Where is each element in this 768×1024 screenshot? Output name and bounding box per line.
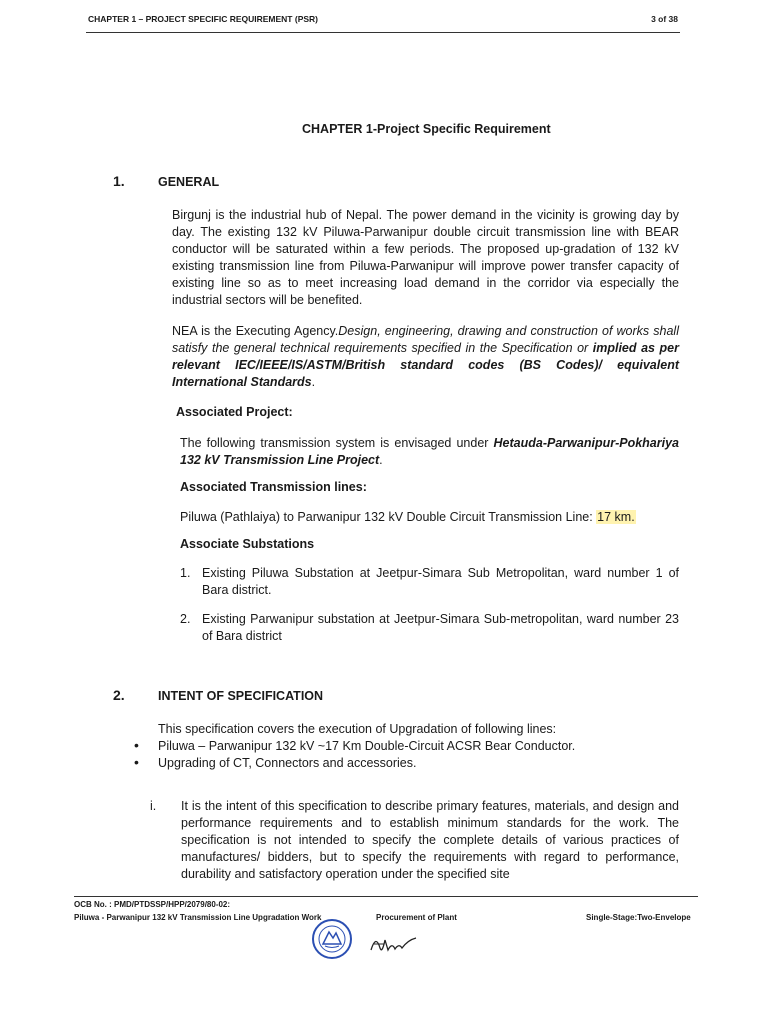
intent-bullet-1-text: Piluwa – Parwanipur 132 kV ~17 Km Double-Circuit ACSR Bear Conductor. bbox=[158, 739, 576, 753]
section-2-title: INTENT OF SPECIFICATION bbox=[158, 689, 324, 703]
substation-item-1-number: 1. bbox=[180, 566, 191, 580]
footer-procurement: Procurement of Plant bbox=[376, 913, 457, 922]
associated-project-period: . bbox=[379, 453, 383, 467]
intent-bullet-1 bbox=[134, 738, 674, 755]
intent-bullet-2 bbox=[134, 755, 674, 772]
standards-text: implied as per relevant IEC/IEEE/IS/ASTM/British standard codes (BS Codes)/ equivalent International Standards bbox=[172, 341, 679, 389]
header-chapter: CHAPTER 1 – PROJECT SPECIFIC REQUIREMENT (PSR) bbox=[88, 14, 319, 24]
signature-icon bbox=[368, 930, 420, 956]
associate-substations-heading: Associate Substations bbox=[180, 537, 315, 551]
official-seal-icon bbox=[311, 918, 353, 960]
associated-line-text: Piluwa (Pathlaiya) to Parwanipur 132 kV Double Circuit Transmission Line: bbox=[180, 510, 597, 524]
bullet-icon: • bbox=[134, 737, 139, 753]
substation-item-2-number: 2. bbox=[180, 612, 191, 626]
associated-project-heading: Associated Project: bbox=[176, 405, 293, 419]
header-page-number: 3 of 38 bbox=[651, 14, 678, 24]
page-title: CHAPTER 1-Project Specific Requirement bbox=[302, 122, 551, 136]
substation-item-2-text: Existing Parwanipur substation at Jeetpur-Simara Sub-metropolitan, ward number 23 of Bara district bbox=[202, 612, 679, 643]
header-divider bbox=[86, 32, 680, 33]
intent-intro: This specification covers the execution of Upgradation of following lines: bbox=[158, 722, 557, 736]
associated-project-paragraph bbox=[180, 435, 679, 469]
design-requirement-text: Design, engineering, drawing and construction of works shall satisfy the general technical requirements specified in the Specification or bbox=[172, 324, 679, 355]
associated-project-name: Hetauda-Parwanipur-Pokhariya 132 kV Transmission Line Project bbox=[180, 436, 679, 467]
standards-period: . bbox=[311, 375, 316, 389]
intent-item-i-text: It is the intent of this specification to describe primary features, materials, and design and performance requirements and to establish minimum standards for the work. The specification is not intended to specify the complete details of various practices of manufactures/ bidders, but to specify the requirements with regard to performance, durability and satisfactory operation under the specified site bbox=[181, 799, 679, 881]
line-length-highlight: 17 km. bbox=[597, 510, 635, 524]
footer-divider bbox=[74, 896, 698, 897]
executing-agency-text: NEA is the Executing Agency. bbox=[172, 324, 339, 338]
footer-stage: Single-Stage:Two-Envelope bbox=[586, 913, 691, 922]
substation-item-1-text: Existing Piluwa Substation at Jeetpur-Simara Sub Metropolitan, ward number 1 of Bara district. bbox=[202, 566, 679, 597]
associated-lines-heading: Associated Transmission lines: bbox=[180, 480, 367, 494]
section-1-title: GENERAL bbox=[158, 175, 220, 189]
substation-item-2 bbox=[180, 611, 679, 645]
associated-lines-paragraph bbox=[180, 509, 690, 526]
bullet-icon: • bbox=[134, 754, 139, 770]
intent-item-i-number: i. bbox=[150, 799, 157, 813]
section-2-number: 2. bbox=[113, 687, 125, 703]
associated-project-intro: The following transmission system is envisaged under bbox=[180, 436, 494, 450]
substation-item-1 bbox=[180, 565, 679, 599]
section-1-number: 1. bbox=[113, 173, 125, 189]
intent-bullet-2-text: Upgrading of CT, Connectors and accessories. bbox=[158, 756, 417, 770]
general-paragraph-2 bbox=[172, 323, 679, 391]
footer-ocb-number: OCB No. : PMD/PTDSSP/HPP/2079/80-02: bbox=[74, 900, 231, 909]
general-paragraph-1: Birgunj is the industrial hub of Nepal. The power demand in the vicinity is growing day by day. The existing 132 kV Piluwa-Parwanipur double circuit transmission line with BEAR conductor will be saturated within a few periods. The proposed up-gradation of 132 kV existing transmission line from Piluwa-Parwanipur will improve power transfer capacity of existing line so as to meet increasing load demand in the corridor via especially the industrial sectors will be benefited. bbox=[172, 208, 679, 307]
footer-project-name: Piluwa - Parwanipur 132 kV Transmission Line Upgradation Work bbox=[74, 913, 322, 922]
intent-item-i bbox=[150, 798, 679, 883]
